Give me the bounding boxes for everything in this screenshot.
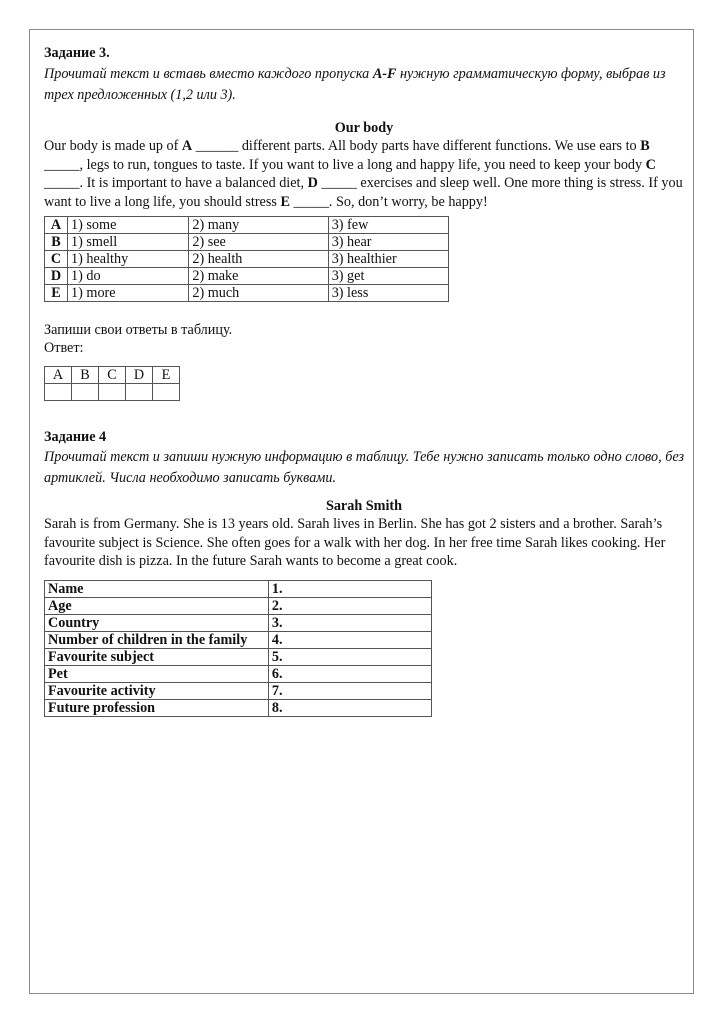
text-title-sarah-smith: Sarah Smith (325, 498, 403, 514)
gap-blank-b: _____ (44, 156, 80, 173)
info-answer-cell[interactable]: 2. (268, 597, 431, 614)
options-table (44, 216, 449, 302)
answer-cell-a[interactable] (45, 384, 72, 401)
info-label: Favourite subject (45, 648, 269, 665)
text-title-our-body: Our body (334, 120, 394, 136)
answer-header-d: D (126, 367, 153, 384)
instruction-gap-range: A-F (372, 66, 397, 82)
answer-prompt: Запиши свои ответы в таблицу. (44, 322, 233, 338)
info-label: Country (45, 614, 269, 631)
info-answer-cell[interactable]: 1. (268, 580, 431, 597)
answer-table (44, 366, 180, 401)
info-row (45, 631, 432, 648)
answer-header-b: B (72, 367, 99, 384)
option-3: 3) healthier (328, 251, 448, 268)
option-letter: C (45, 251, 68, 268)
option-3: 3) few (328, 217, 448, 234)
info-label: Age (45, 597, 269, 614)
answer-cell-d[interactable] (126, 384, 153, 401)
info-label: Future profession (45, 699, 269, 716)
info-label: Name (45, 580, 269, 597)
info-answer-cell[interactable]: 5. (268, 648, 431, 665)
answer-header-a: A (45, 367, 72, 384)
info-label: Number of children in the family (45, 631, 269, 648)
option-letter: A (45, 217, 68, 234)
option-2: 2) see (189, 234, 328, 251)
options-row-b (45, 234, 449, 251)
info-answer-cell[interactable]: 6. (268, 665, 431, 682)
info-row (45, 665, 432, 682)
option-2: 2) make (189, 268, 328, 285)
answer-header-row (45, 367, 180, 384)
worksheet (44, 44, 684, 717)
option-2: 2) much (189, 285, 328, 302)
answer-input-row (45, 384, 180, 401)
options-row-a (45, 217, 449, 234)
passage-sarah-smith: Sarah is from Germany. She is 13 years old. Sarah lives in Berlin. She has got 2 sisters and a brother. Sarah’s favourite subject is Science. She often goes for a walk with her dog. In her free time Sarah likes cooking. Her favourite dish is pizza. In the future Sarah wants to become a great cook. (44, 516, 666, 569)
task-3 (44, 44, 684, 401)
option-2: 2) many (189, 217, 328, 234)
option-letter: B (45, 234, 68, 251)
gap-letter-c: C (645, 156, 656, 173)
answer-cell-b[interactable] (72, 384, 99, 401)
passage-text: Our body is made up of (44, 138, 182, 154)
option-1: 1) do (68, 268, 189, 285)
options-row-c (45, 251, 449, 268)
task-4 (44, 428, 684, 717)
answer-header-e: E (153, 367, 180, 384)
answer-label: Ответ: (44, 340, 84, 356)
info-table (44, 580, 432, 717)
info-label: Pet (45, 665, 269, 682)
gap-blank-c: _____ (44, 175, 80, 191)
info-row (45, 614, 432, 631)
info-answer-cell[interactable]: 7. (268, 682, 431, 699)
option-1: 1) some (68, 217, 189, 234)
instruction-text: Прочитай текст и вставь вместо каждого пропуска (44, 66, 373, 82)
task-4-title: Задание 4 (44, 429, 107, 445)
info-row (45, 580, 432, 597)
passage-our-body (44, 137, 684, 211)
info-row (45, 682, 432, 699)
info-answer-cell[interactable]: 4. (268, 631, 431, 648)
info-label: Favourite activity (45, 682, 269, 699)
task-4-instruction: Прочитай текст и запиши нужную информацию в таблицу. Тебе нужно записать только одно слово, без артиклей. Числа необходимо записать буквами. (44, 449, 684, 486)
gap-blank-e: _____ (289, 193, 329, 210)
option-letter: E (45, 285, 68, 302)
options-row-e (45, 285, 449, 302)
options-row-d (45, 268, 449, 285)
answer-cell-c[interactable] (99, 384, 126, 401)
option-3: 3) get (328, 268, 448, 285)
gap-blank-a: ______ (192, 138, 242, 154)
info-answer-cell[interactable]: 3. (268, 614, 431, 631)
task-3-title: Задание 3. (44, 45, 110, 61)
option-1: 1) healthy (68, 251, 189, 268)
passage-text: , legs to run, tongues to taste. If you want to live a long and happy life, you need to keep your body (79, 156, 646, 173)
info-row (45, 597, 432, 614)
passage-text: . So, don’t worry, be happy! (328, 193, 488, 210)
passage-text: exercises and sleep well. One more thing is stress. If you want to live a long life, you should stress (44, 175, 683, 210)
answer-cell-e[interactable] (153, 384, 180, 401)
option-3: 3) less (328, 285, 448, 302)
instruction-text: нужную грамматическую форму, выбрав из трех предложенных (1,2 или 3). (44, 66, 666, 103)
info-answer-cell[interactable]: 8. (268, 699, 431, 716)
gap-letter-d: D (307, 175, 318, 191)
option-2: 2) health (189, 251, 328, 268)
info-row (45, 699, 432, 716)
option-3: 3) hear (328, 234, 448, 251)
gap-letter-a: A (181, 138, 193, 154)
option-1: 1) smell (68, 234, 189, 251)
gap-letter-e: E (280, 193, 290, 210)
answer-header-c: C (99, 367, 126, 384)
task-3-instruction (44, 64, 684, 106)
option-1: 1) more (68, 285, 189, 302)
passage-text: different parts. All body parts have different functions. We use ears to (241, 138, 641, 154)
gap-blank-d: _____ (317, 175, 361, 191)
option-letter: D (45, 268, 68, 285)
passage-text: . It is important to have a balanced diet, (79, 175, 308, 191)
gap-letter-b: B (640, 138, 650, 154)
info-row (45, 648, 432, 665)
